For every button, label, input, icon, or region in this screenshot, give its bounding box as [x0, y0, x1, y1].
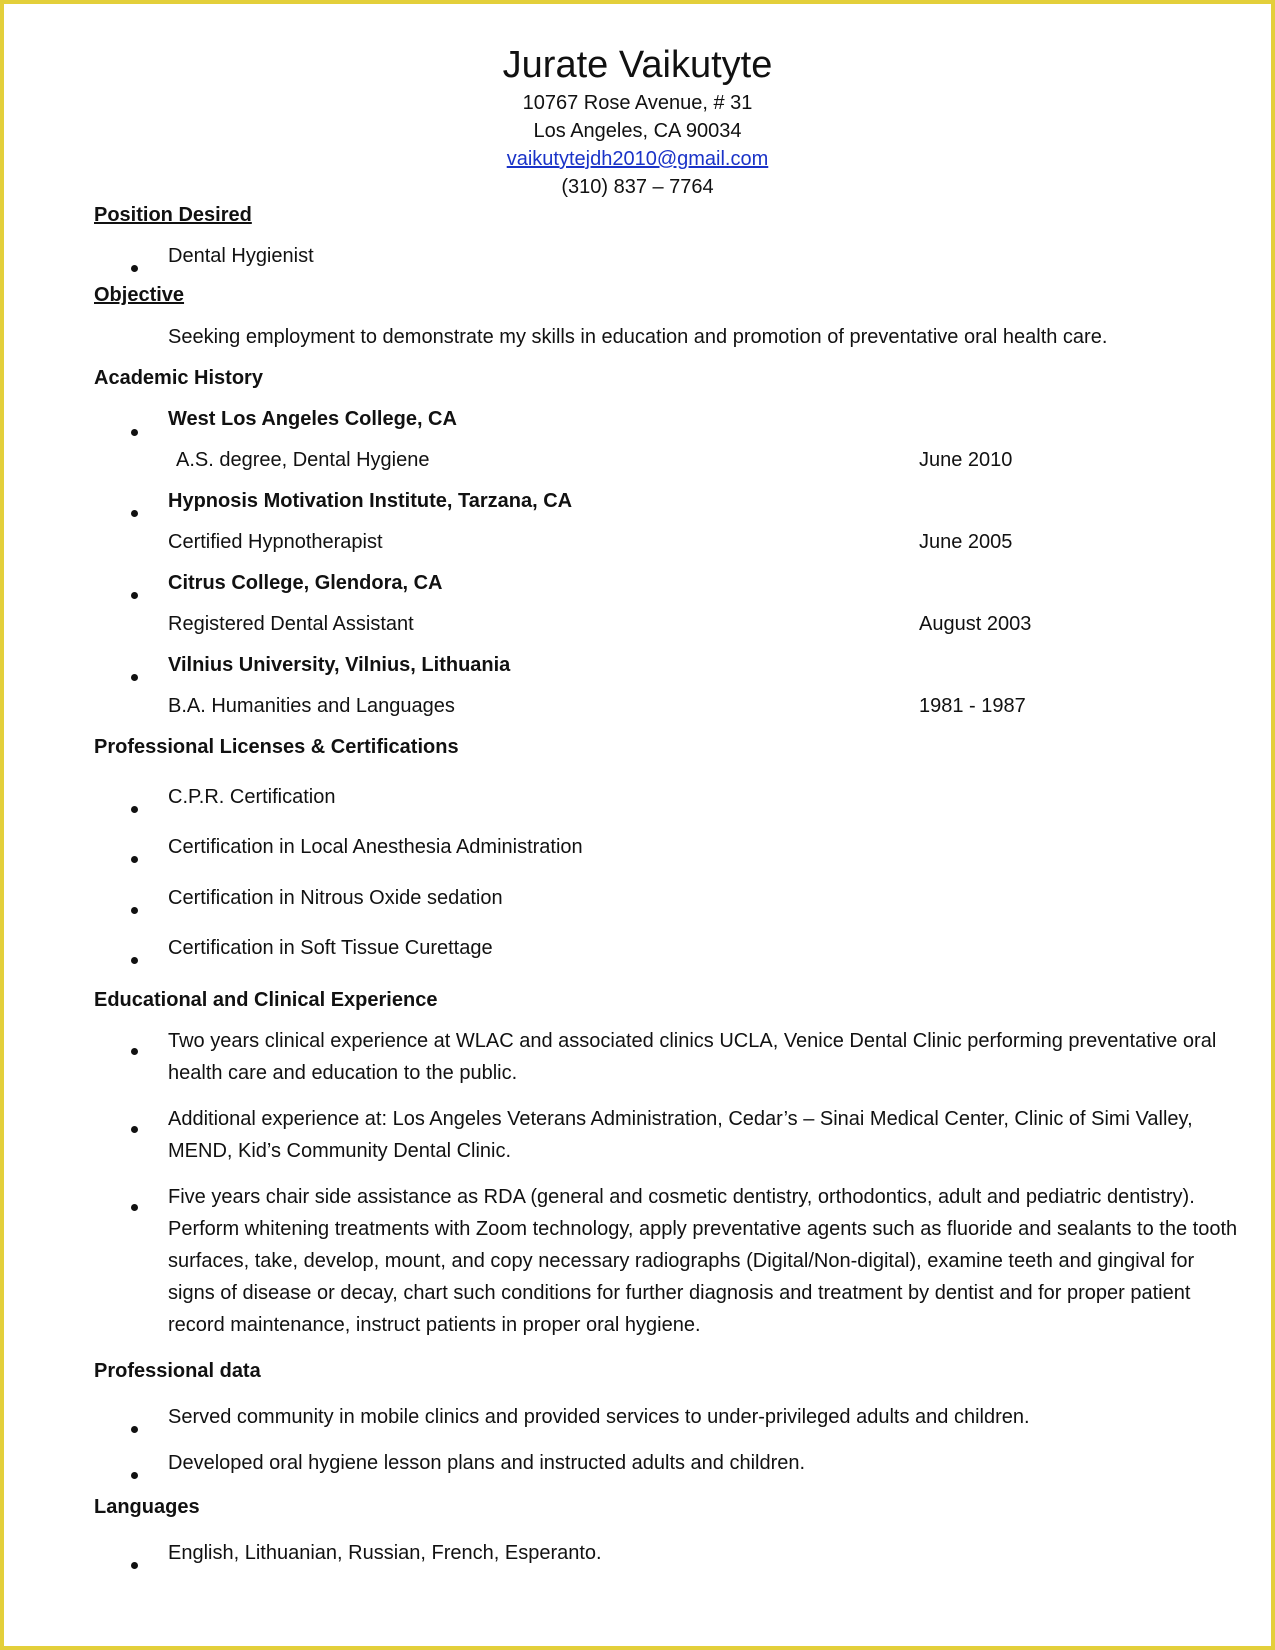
experience-item: Two years clinical experience at WLAC and associated clinics UCLA, Venice Dental Clinic performing preventative oral health care and education to the public.: [168, 1030, 1217, 1084]
academic-heading: Academic History: [94, 367, 263, 389]
licenses-heading: Professional Licenses & Certifications: [94, 736, 459, 758]
bullet-icon: [131, 1552, 138, 1575]
address-line-1: 10767 Rose Avenue, # 31: [522, 92, 753, 114]
experience-item: Five years chair side assistance as RDA (general and cosmetic dentistry, orthodontics, adult and pediatric dentistry). Perform whitening treatments with Zoom technology, apply preventative agents such as fluoride and sealants to the tooth surfaces, take, develop, mount, and copy necessary radiographs (Digital/Non-digital), examine teeth and gingival for signs of disease or decay, chart such conditions for further diagnosis and treatment by dentist and for proper patient record maintenance, instruct patients in proper oral hygiene.: [168, 1186, 1238, 1336]
bullet-icon: [131, 500, 138, 523]
position-item: Dental Hygienist: [168, 245, 314, 267]
languages-item: English, Lithuanian, Russian, French, Esperanto.: [168, 1542, 602, 1564]
bullet-icon: [131, 1416, 138, 1439]
degree-date: 1981 - 1987: [919, 695, 1026, 717]
experience-item: Additional experience at: Los Angeles Veterans Administration, Cedar’s – Sinai Medical Center, Clinic of Simi Valley, MEND, Kid’s Community Dental Clinic.: [168, 1108, 1193, 1162]
bullet-icon: [131, 947, 138, 970]
professional-item: Developed oral hygiene lesson plans and instructed adults and children.: [168, 1452, 806, 1474]
candidate-name: Jurate Vaikutyte: [502, 44, 773, 86]
license-item: C.P.R. Certification: [168, 786, 336, 808]
email-line: [4, 148, 1271, 171]
experience-heading: Educational and Clinical Experience: [94, 989, 438, 1011]
bullet-icon: [131, 664, 138, 687]
bullet-icon: [131, 419, 138, 442]
bullet-icon: [131, 582, 138, 605]
degree-name: Certified Hypnotherapist: [168, 531, 383, 553]
professional-item: Served community in mobile clinics and provided services to under-privileged adults and children.: [168, 1406, 1030, 1428]
bullet-icon: [131, 1116, 138, 1139]
license-item: Certification in Soft Tissue Curettage: [168, 937, 493, 959]
school-name: Hypnosis Motivation Institute, Tarzana, CA: [168, 490, 573, 512]
degree-name: B.A. Humanities and Languages: [168, 695, 455, 717]
position-heading: Position Desired: [94, 204, 252, 226]
degree-date: June 2010: [919, 449, 1013, 471]
phone-number: (310) 837 – 7764: [561, 176, 714, 198]
bullet-icon: [131, 255, 138, 278]
address-line-2: Los Angeles, CA 90034: [533, 120, 742, 142]
license-item: Certification in Nitrous Oxide sedation: [168, 887, 503, 909]
license-item: Certification in Local Anesthesia Administration: [168, 836, 583, 858]
bullet-icon: [131, 1462, 138, 1485]
bullet-icon: [131, 846, 138, 869]
professional-heading: Professional data: [94, 1360, 261, 1382]
objective-heading: Objective: [94, 284, 185, 306]
degree-date: August 2003: [919, 613, 1032, 635]
objective-text: Seeking employment to demonstrate my skills in education and promotion of preventative oral health care.: [168, 326, 1108, 348]
bullet-icon: [131, 796, 138, 819]
bullet-icon: [131, 897, 138, 920]
bullet-icon: [131, 1194, 138, 1217]
email-link[interactable]: vaikutytejdh2010@gmail.com: [506, 148, 769, 170]
school-name: Citrus College, Glendora, CA: [168, 572, 443, 594]
school-name: West Los Angeles College, CA: [168, 408, 457, 430]
degree-name: Registered Dental Assistant: [168, 613, 414, 635]
languages-heading: Languages: [94, 1496, 200, 1518]
school-name: Vilnius University, Vilnius, Lithuania: [168, 654, 511, 676]
degree-date: June 2005: [919, 531, 1013, 553]
degree-name: A.S. degree, Dental Hygiene: [176, 449, 430, 471]
bullet-icon: [131, 1038, 138, 1061]
